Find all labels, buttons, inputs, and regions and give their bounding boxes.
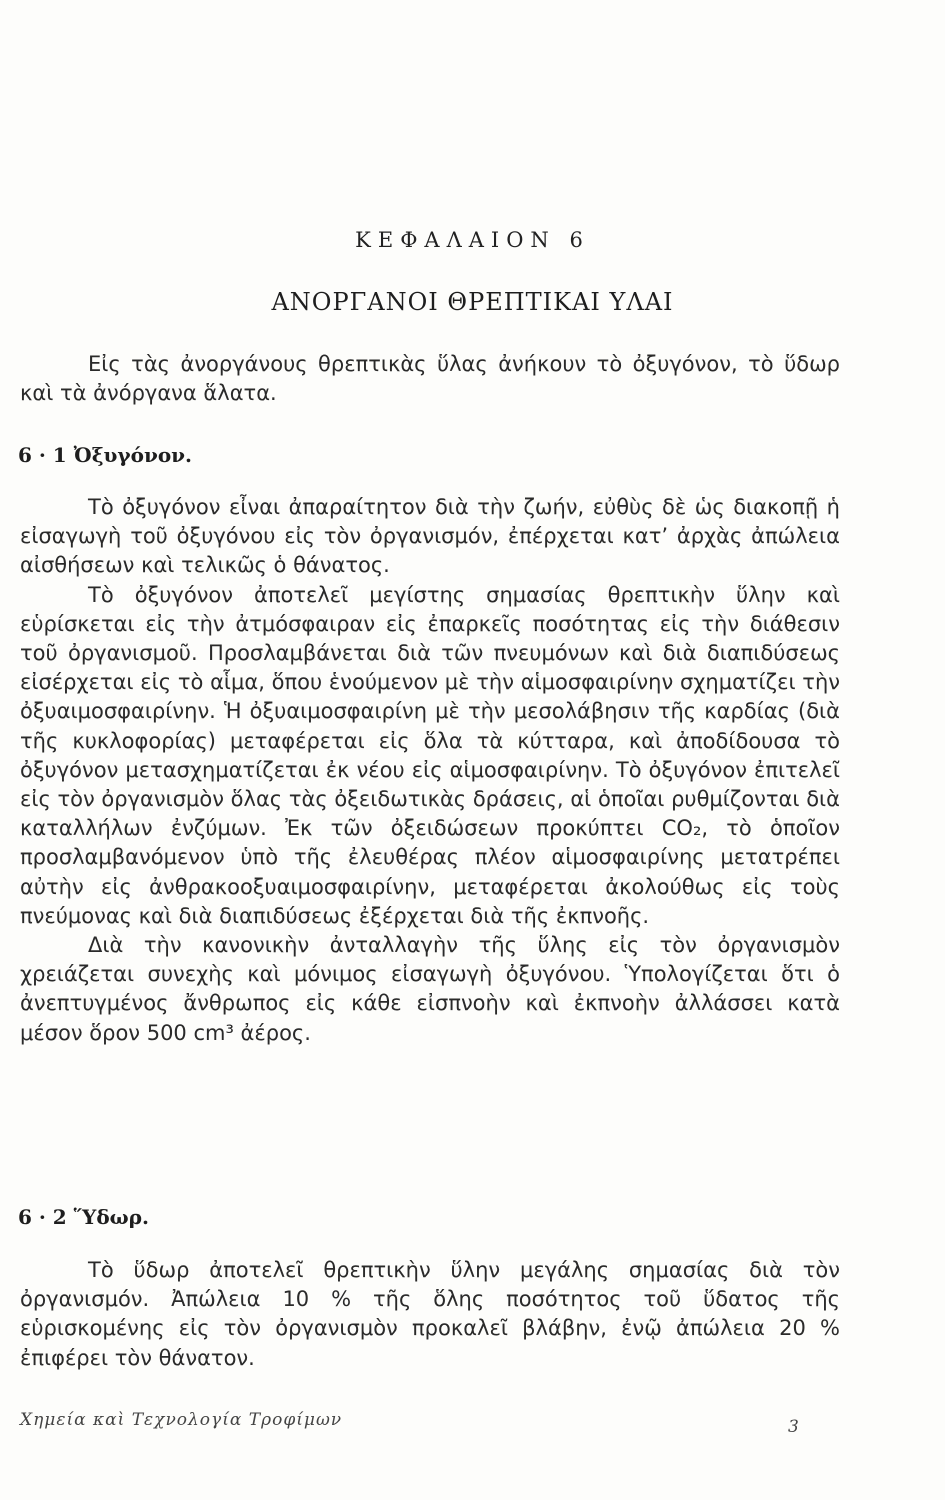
paragraph: Τὸ ὀξυγόνον ἀποτελεῖ μεγίστης σημασίας θρεπτικὴν ὕλην καὶ εὑρίσκεται εἰς τὴν ἀτμόσφαιραν εἰς ἐπαρκεῖς ποσότητας εἰς τὴν διάθεσιν τοῦ ὀργανισμοῦ. Προσλαμβάνεται διὰ τῶν πνευμόνων καὶ διὰ διαπιδύσεως εἰσέρχεται εἰς τὸ αἷμα, ὅπου ἑνούμενον μὲ τὴν αἱμοσφαιρίνην σχηματίζει τὴν ὀξυαιμοσφαιρίνην. Ἡ ὀξυαιμοσφαιρίνη μὲ τὴν μεσολάβησιν τῆς καρδίας (διὰ τῆς κυκλοφορίας) μεταφέρεται εἰς ὅλα τὰ κύτταρα, καὶ ἀποδίδουσα τὸ ὀξυγόνον μετασχηματίζεται ἐκ νέου εἰς αἱμοσφαιρίνην. Τὸ ὀξυγόνον ἐπιτελεῖ εἰς τὸν ὀργανισμὸν ὅλας τὰς ὀξειδωτικὰς δράσεις, αἱ ὁποῖαι ρυθμίζονται διὰ καταλλήλων ἐνζύμων. Ἐκ τῶν ὀξειδώσεων προκύπτει CO₂, τὸ ὁποῖον προσλαμβανόμενον ὑπὸ τῆς ἐλευθέρας πλέον αἱμοσφαιρίνης μετατρέπει αὐτὴν εἰς ἀνθρακοοξυαιμοσφαιρίνην, μεταφέρεται ἀκολούθως εἰς τοὺς πνεύμονας καὶ διὰ διαπιδύσεως ἐξέρχεται διὰ τῆς ἐκπνοῆς.: [20, 582, 840, 928]
paragraph: Τὸ ὕδωρ ἀποτελεῖ θρεπτικὴν ὕλην μεγάλης σημασίας διὰ τὸν ὀργανισμόν. Ἀπώλεια 10 % τῆς ὅλης ποσότητος τοῦ ὕδατος τῆς εὑρισκομένης εἰς τὸν ὀργανισμὸν προκαλεῖ βλάβην, ἐνῷ ἀπώλεια 20 % ἐπιφέρει τὸν θάνατον.: [20, 1258, 840, 1370]
running-footer-title: Χημεία καὶ Τεχνολογία Τροφίμων: [20, 1410, 343, 1430]
section-heading-oxygen: 6 · 1 Ὀξυγόνον.: [18, 443, 193, 467]
water-section-body: [20, 1256, 840, 1373]
intro-paragraph: Εἰς τὰς ἀνοργάνους θρεπτικὰς ὕλας ἀνήκουν τὸ ὀξυγόνον, τὸ ὕδωρ καὶ τὰ ἀνόργανα ἅλατα.: [20, 352, 840, 406]
intro-text: [20, 350, 840, 408]
section-heading-water: 6 · 2 Ὕδωρ.: [18, 1205, 149, 1229]
chapter-label: ΚΕΦΑΛΑΙΟΝ 6: [355, 228, 590, 252]
chapter-title: ΑΝΟΡΓΑΝΟΙ ΘΡΕΠΤΙΚΑΙ ΥΛΑΙ: [271, 288, 674, 316]
paragraph: Διὰ τὴν κανονικὴν ἀνταλλαγὴν τῆς ὕλης εἰς τὸν ὀργανισμὸν χρειάζεται συνεχὴς καὶ μόνιμος εἰσαγωγὴ ὀξυγόνου. Ὑπολογίζεται ὅτι ὁ ἀνεπτυγμένος ἄνθρωπος εἰς κάθε εἰσπνοὴν καὶ ἐκπνοὴν ἀλλάσσει κατὰ μέσον ὅρον 500 cm³ ἀέρος.: [20, 933, 840, 1045]
paragraph: Τὸ ὀξυγόνον εἶναι ἀπαραίτητον διὰ τὴν ζωήν, εὐθὺς δὲ ὡς διακοπῇ ἡ εἰσαγωγὴ τοῦ ὀξυγόνου εἰς τὸν ὀργανισμόν, ἐπέρχεται κατ’ ἀρχὰς ἀπώλεια αἰσθήσεων καὶ τελικῶς ὁ θάνατος.: [20, 495, 840, 578]
page-number: 3: [788, 1417, 799, 1437]
oxygen-section-body: [20, 493, 840, 1048]
